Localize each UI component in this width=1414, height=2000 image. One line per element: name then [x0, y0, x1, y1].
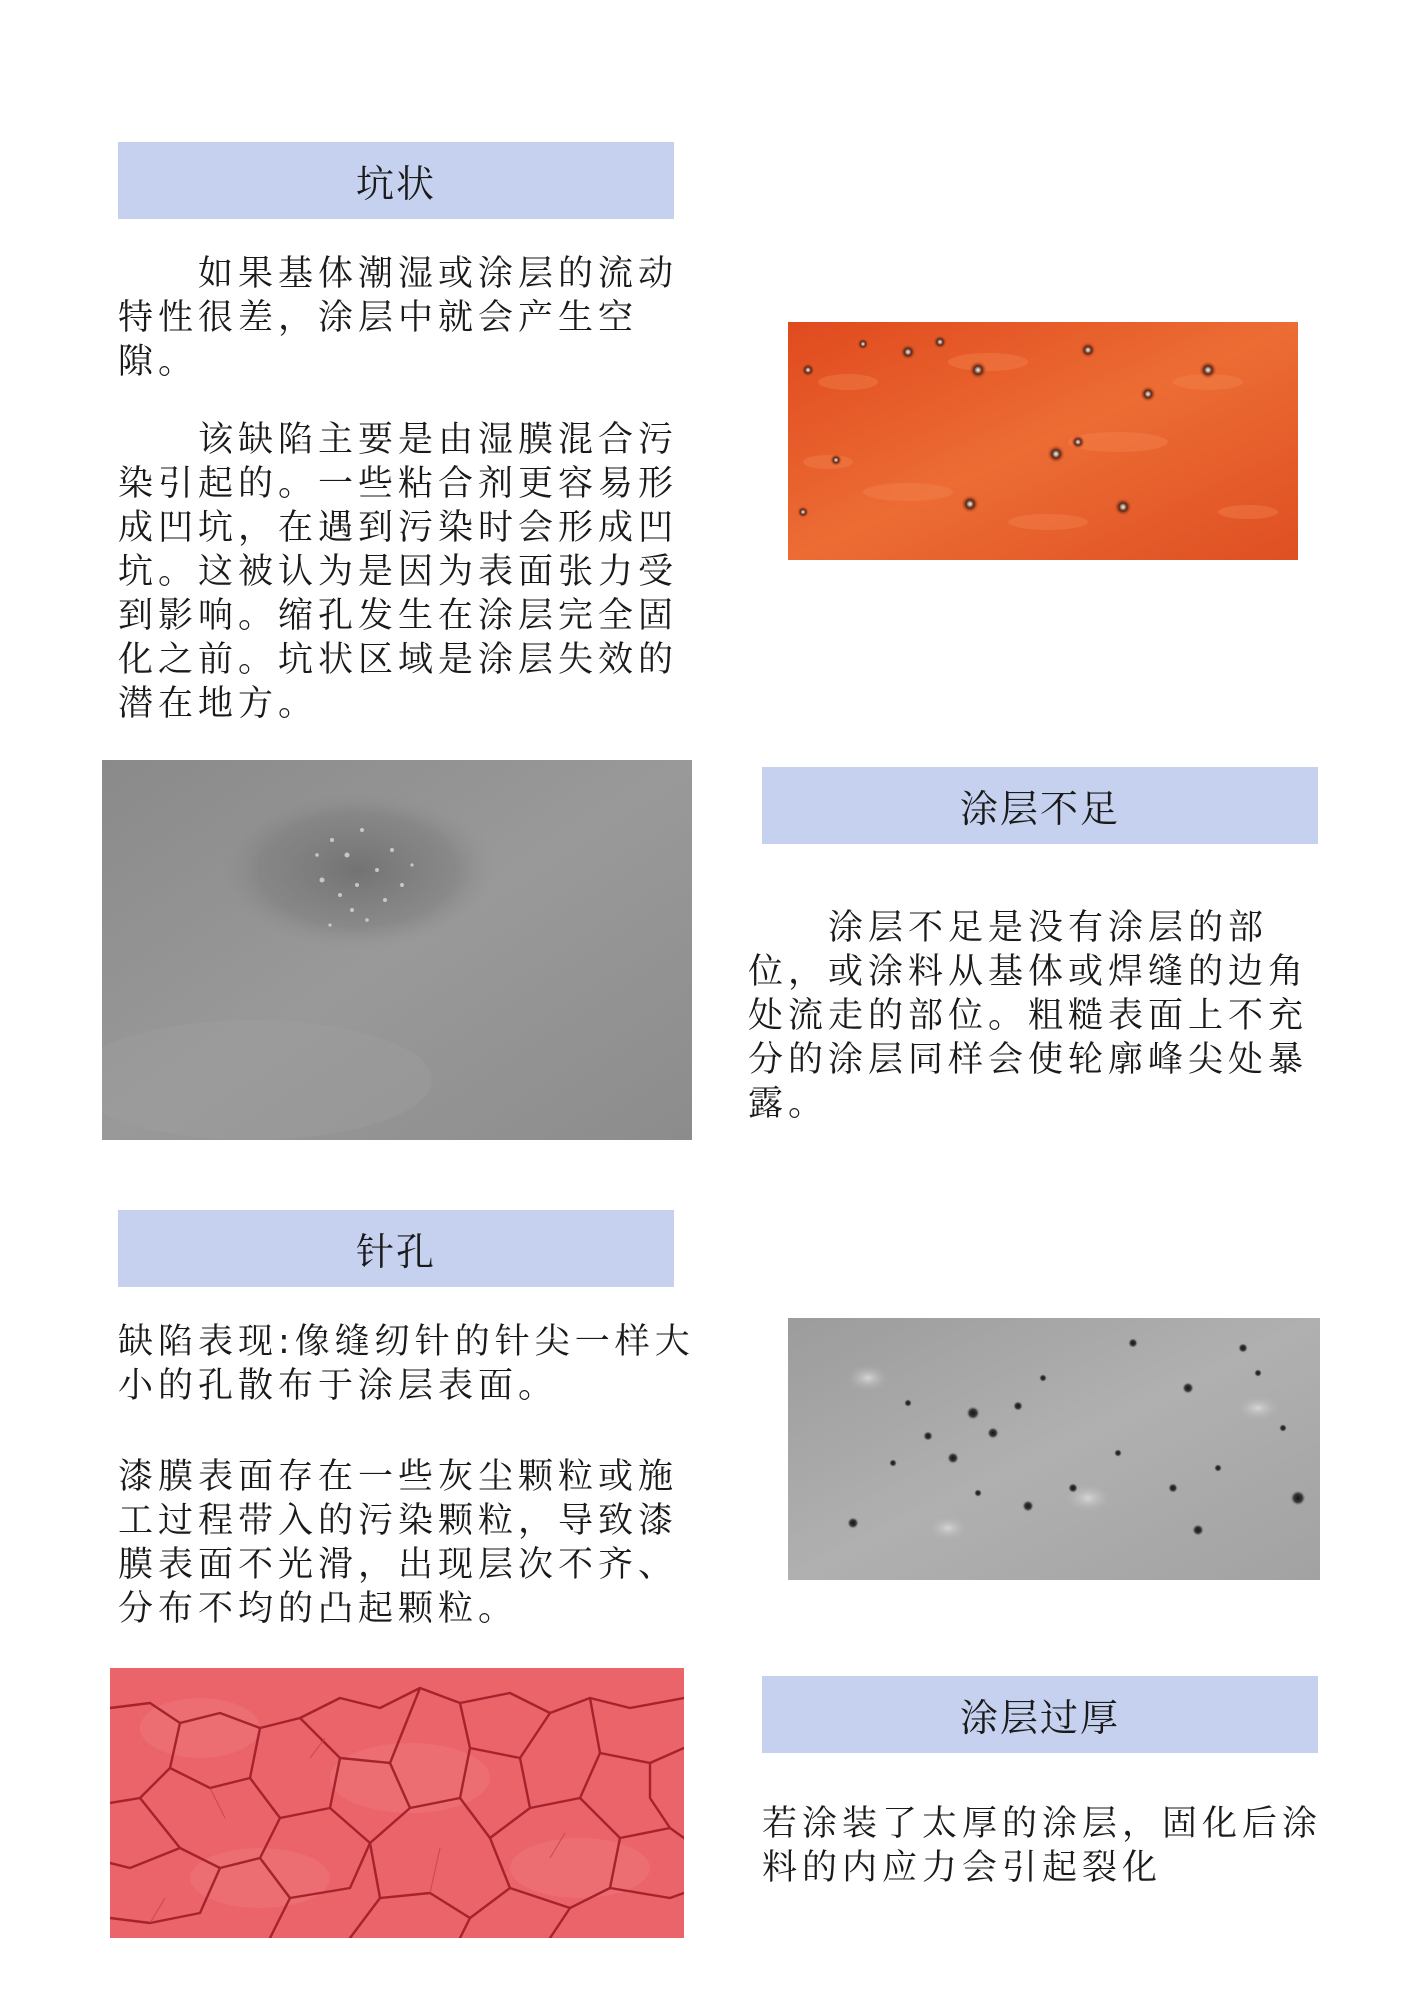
insufficient-paragraph-1: 涂层不足是没有涂层的部位，或涂料从基体或焊缝的边角处流走的部位。粗糙表面上不充分的涂层同样会使轮廓峰尖处暴露。 — [748, 908, 1309, 1124]
thick-paragraph-1: 若涂装了太厚的涂层，固化后涂料的内应力会引起裂化 — [762, 1804, 1323, 1888]
thick-coating-cracking-photo — [110, 1668, 684, 1938]
section-title-pinhole: 针孔 — [355, 1230, 436, 1274]
section-title-thick: 涂层过厚 — [959, 1696, 1120, 1740]
crater-paragraph-2: 该缺陷主要是由湿膜混合污染引起的。一些粘合剂更容易形成凹坑，在遇到污染时会形成凹坑。这被认为是因为表面张力受到影响。缩孔发生在涂层完全固化之前。坑状区域是涂层失效的潜在地方。 — [118, 420, 679, 724]
section-header-insufficient — [762, 767, 1318, 844]
section-header-thick — [762, 1676, 1318, 1753]
section-title-crater: 坑状 — [355, 162, 436, 206]
section-title-insufficient: 涂层不足 — [959, 787, 1120, 831]
pinhole-defect-photo — [788, 1318, 1320, 1580]
section-header-crater — [118, 142, 674, 219]
insufficient-coating-photo — [102, 760, 692, 1140]
pinhole-paragraph-2: 漆膜表面存在一些灰尘颗粒或施工过程带入的污染颗粒，导致漆膜表面不光滑，出现层次不齐、分布不均的凸起颗粒。 — [118, 1457, 679, 1629]
pinhole-paragraph-1: 缺陷表现:像缝纫针的针尖一样大小的孔散布于涂层表面。 — [118, 1322, 695, 1406]
crater-paragraph-1: 如果基体潮湿或涂层的流动特性很差，涂层中就会产生空隙。 — [118, 254, 679, 382]
section-header-pinhole — [118, 1210, 674, 1287]
crater-defect-photo — [788, 322, 1298, 560]
